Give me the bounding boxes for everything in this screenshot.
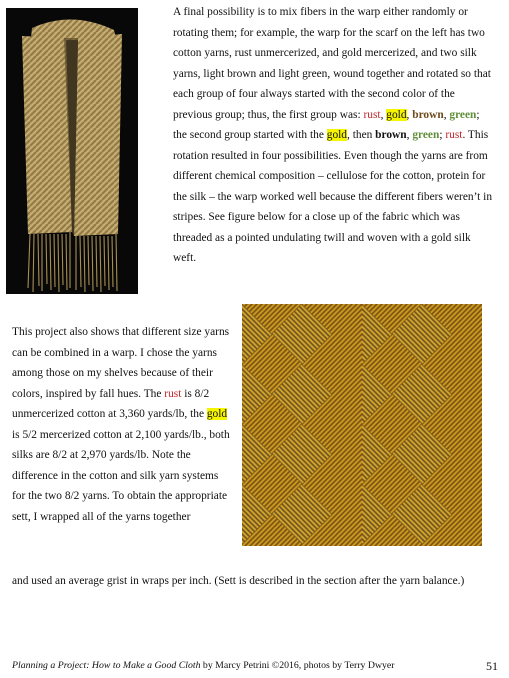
page-number: 51	[486, 659, 498, 673]
separator: ,	[406, 129, 413, 141]
scarf-illustration	[6, 8, 138, 294]
green-label: green	[412, 129, 440, 141]
book-title: Planning a Project: How to Make a Good Cloth	[12, 660, 201, 671]
intro-paragraph	[173, 2, 495, 269]
rust-label: rust	[164, 387, 182, 400]
paragraph-text: and used an average grist in wraps per inch. (Sett is described in the section after the yarn balance.)	[12, 575, 465, 587]
fabric-closeup-photo	[242, 304, 482, 546]
paragraph-text: ; the second group started with the	[173, 108, 480, 141]
brown-label: brown	[412, 108, 444, 121]
paragraph-text: A final possibility is to mix fibers in the warp either randomly or rotating them; for example, the warp for the scarf on the left has two cotton yarns, rust unmercerized, and gold mercerized, and two silk yarns, light brown and light green, wound together and rotated so that each group of four always started with the second color of the previous group; thus, the first group was:	[173, 6, 491, 121]
paragraph-text: , then	[347, 129, 376, 141]
brown-label-bold: brown	[375, 129, 407, 141]
paragraph-text: is 8/2 unmercerized cotton at 3,360 yards/lb, the	[12, 387, 210, 420]
green-label: green	[449, 108, 477, 121]
paragraph-text: is 5/2 mercerized cotton at 2,100 yards/lb., both silks are 8/2 at 2,970 yards/lb. Note the difference in the cotton and silk yarn systems for the two 8/2 yarns. To obtain the appropriate sett, I wrapped all of the yarns together	[12, 428, 230, 523]
rust-label: rust	[363, 108, 381, 121]
rust-label: rust	[445, 129, 463, 141]
gold-label: gold	[326, 129, 348, 141]
separator: ,	[443, 108, 450, 121]
separator: ,	[380, 108, 387, 121]
author-credit: by Marcy Petrini ©2016, photos by Terry Dwyer	[200, 660, 395, 671]
page-footer	[12, 660, 498, 676]
yarn-sizes-paragraph	[12, 322, 230, 527]
paragraph-text: This project also shows that different size yarns can be combined in a warp. I chose the yarns among those on my shelves because of their colors, inspired by fall hues. The	[12, 326, 230, 400]
separator: ,	[406, 108, 413, 121]
separator: ;	[439, 129, 446, 141]
gold-label: gold	[386, 108, 407, 121]
sett-paragraph	[12, 571, 500, 592]
gold-label: gold	[206, 408, 228, 420]
scarf-photo	[6, 8, 138, 294]
footer-credit	[12, 660, 395, 671]
paragraph-text: . This rotation resulted in four possibilities. Even though the yarns are from different chemical composition – cellulose for the cotton, protein for the silk – the warp worked well because the different fibers weren’t in stripes. See figure below for a close up of the fabric which was threaded as a pointed undulating twill and woven with a gold silk weft.	[173, 129, 493, 264]
twill-fabric-illustration	[242, 304, 482, 546]
